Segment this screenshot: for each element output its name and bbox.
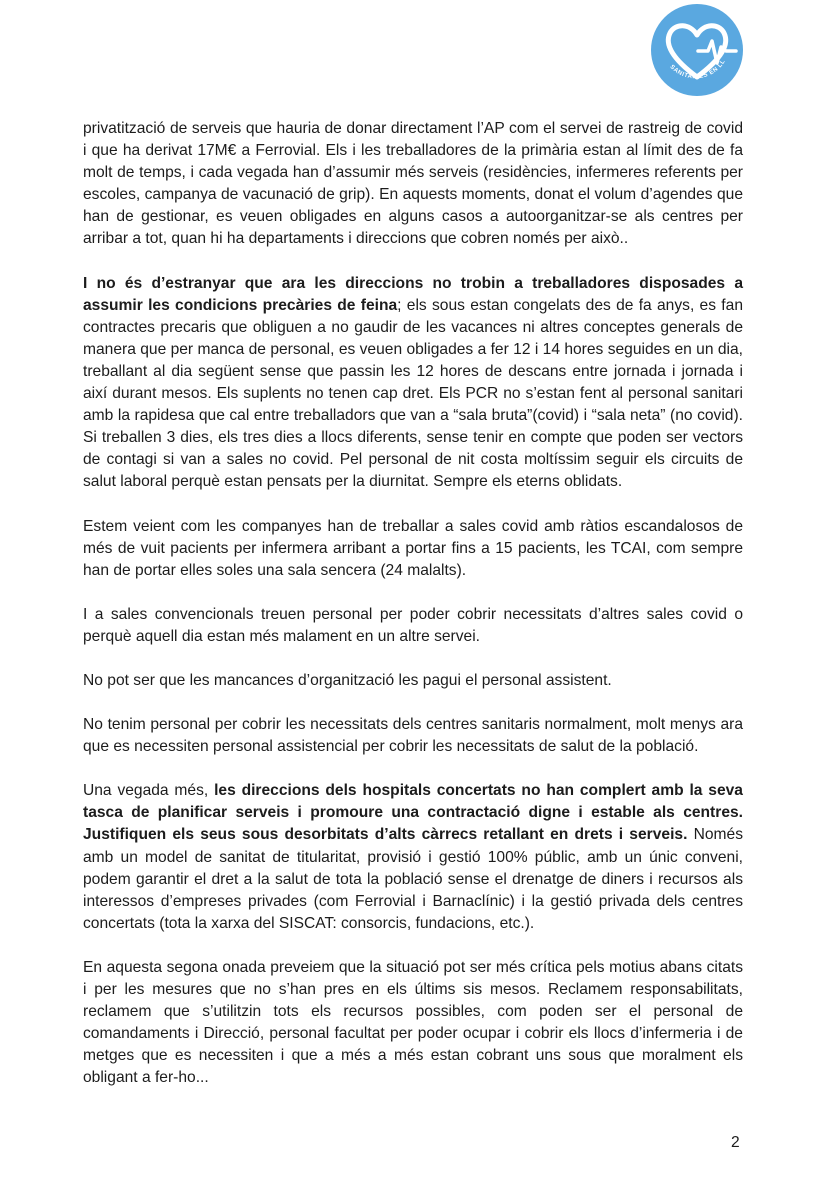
logo-ring-text: SANITARIES EN LL [668, 58, 727, 81]
paragraph-2 [83, 273, 743, 494]
paragraph-4 [83, 604, 743, 648]
text-run: privatització de serveis que hauria de donar directament l’AP com el servei de rastreig de covid i que ha derivat 17M€ a Ferrovial. Els i les treballadores de la primària estan al límit des de fa molt de temps, i cada vegada han d’assumir més serveis (residències, infermeres referents per escoles, campanya de vacunació de grip). En aquests moments, donat el volum d’agendes que han de gestionar, es veuen obligades en alguns casos a autoorganitzar-se als centres per arribar a tot, quan hi ha departaments i direccions que cobren només per això.. [83, 120, 743, 248]
text-run: I a sales convencionals treuen personal per poder cobrir necessitats d’altres sales covid o perquè aquell dia estan més malament en un altre servei. [83, 605, 743, 645]
paragraph-3 [83, 516, 743, 582]
paragraph-6 [83, 714, 743, 758]
bold-text-run: les direccions dels hospitals concertats no han complert amb la seva tasca de planificar serveis i promoure una contractació digne i estable als centres. Justifiquen els seus sous desorbitats d’alts càrrecs retallant en drets i serveis. [83, 782, 743, 844]
paragraph-7 [83, 780, 743, 935]
text-run: ; els sous estan congelats des de fa anys, es fan contractes precaris que obliguen a no gaudir de les vacances ni altres conceptes generals de manera que per manca de personal, es veuen obligades a fer 12 i 14 hores seguides en un dia, treballant al dia següent sense que passin les 12 hores de descans entre jornada i jornada i així durant mesos. Els suplents no tenen cap dret. Els PCR no s’estan fent al personal sanitari amb la rapidesa que cal entre treballadors que van a “sala bruta”(covid) i “sala neta” (no covid). Si treballen 3 dies, els tres dies a llocs diferents, sense tenir en compte que poden ser vectors de contagi si van a sales no covid. Pel personal de nit costa moltíssim seguir els circuits de salut laboral perquè estan pensats per la diurnitat. Sempre els eterns oblidats. [83, 296, 743, 491]
paragraph-5 [83, 670, 743, 692]
page-number: 2 [731, 1134, 740, 1151]
paragraph-8 [83, 957, 743, 1090]
text-run: Una vegada més, [83, 782, 215, 800]
bold-text-run: I no és d’estranyar que ara les direccions no trobin a treballadores disposades a assumir les condicions precàries de feina [83, 274, 743, 314]
paragraph-1 [83, 118, 743, 251]
text-run: No tenim personal per cobrir les necessitats dels centres sanitaris normalment, molt menys ara que es necessiten personal assistencial per cobrir les necessitats de salut de la població. [83, 716, 743, 756]
body-text [83, 118, 743, 1111]
heart-pulse-icon [650, 3, 744, 97]
sanitaries-en-lluita-logo [650, 3, 744, 97]
text-run: En aquesta segona onada preveiem que la situació pot ser més crítica pels motius abans citats i per les mesures que no s’han pres en els últims sis mesos. Reclamem responsabilitats, reclamem que s’utilitzin tots els recursos possibles, com poden ser el personal de comandaments i Direcció, personal facultat per poder ocupar i cobrir els llocs d’infermeria i de metges que es necessiten i que a més a més estan cobrant uns sous que moralment els obligant a fer-ho... [83, 958, 743, 1087]
text-run: Estem veient com les companyes han de treballar a sales covid amb ràtios escandalosos de més de vuit pacients per infermera arribant a portar fins a 15 pacients, les TCAI, com sempre han de portar elles soles una sala sencera (24 malalts). [83, 517, 743, 579]
text-run: No pot ser que les mancances d’organització les pagui el personal assistent. [83, 671, 612, 689]
text-run: Només amb un model de sanitat de titularitat, provisió i gestió 100% públic, amb un únic conveni, podem garantir el dret a la salut de tota la població sense el drenatge de diners i recursos als interessos d’empreses privades (com Ferrovial i Barnaclínic) i la gestió privada dels centres concertats (tota la xarxa del SISCAT: consorcis, fundacions, etc.). [83, 826, 743, 932]
